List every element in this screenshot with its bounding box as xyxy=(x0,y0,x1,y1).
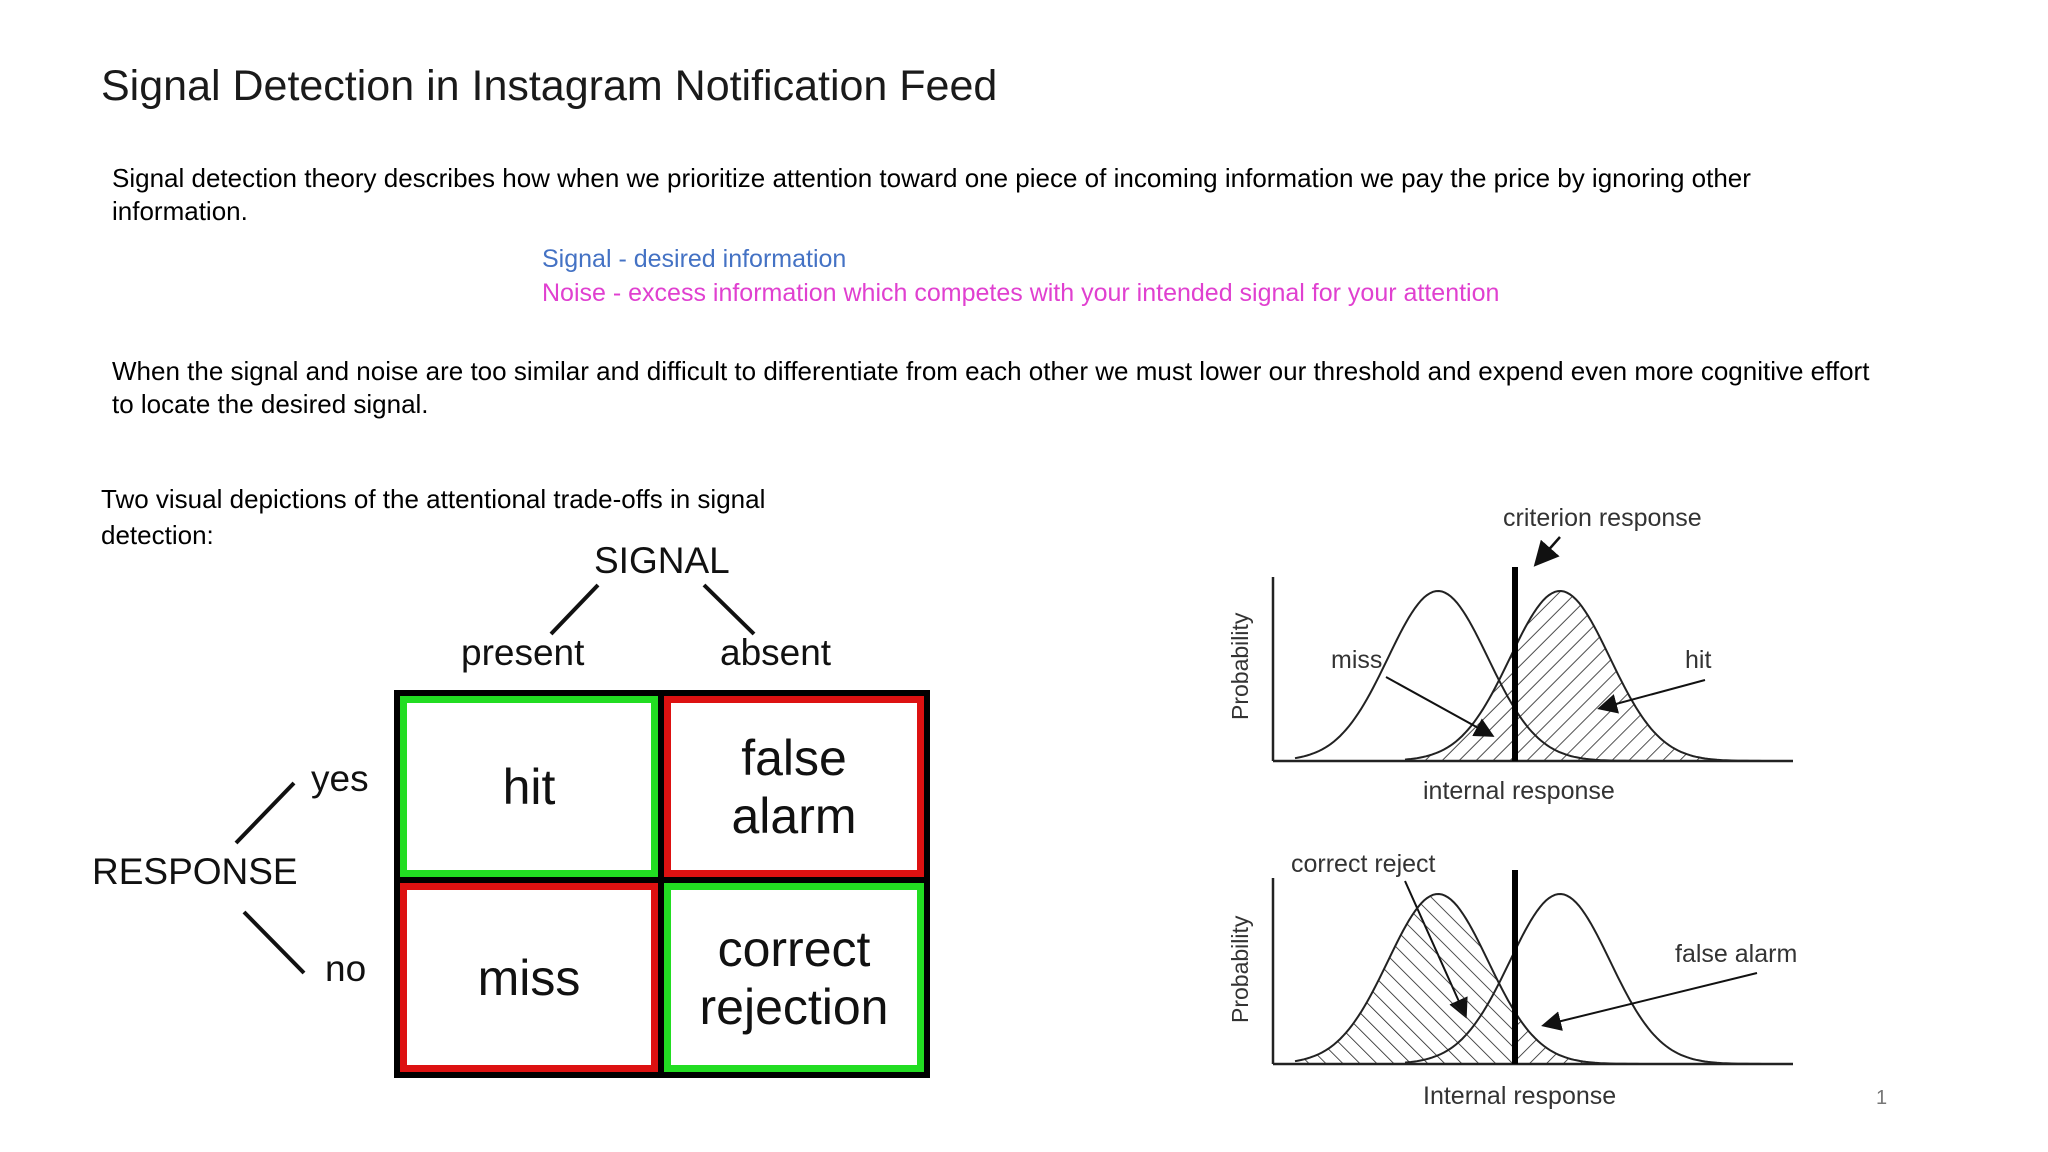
hit-cell-label: hit xyxy=(502,758,556,815)
slide-title: Signal Detection in Instagram Notification Feed xyxy=(101,62,998,110)
top-miss-label: miss xyxy=(1331,646,1383,674)
hit-cell xyxy=(400,696,658,877)
distribution-svg xyxy=(1215,495,1835,1135)
present-header: present xyxy=(461,632,585,673)
yes-label: yes xyxy=(311,758,369,799)
no-label: no xyxy=(325,948,367,989)
miss-cell xyxy=(400,883,658,1072)
noise-definition: Noise - excess information which competes with your intended signal for your attention xyxy=(542,279,1500,307)
intro-paragraph: Signal detection theory describes how when we prioritize attention toward one piece of incoming information we pay the price by ignoring other information. xyxy=(112,163,1751,226)
definitions-block xyxy=(542,242,1499,310)
page-number: 1 xyxy=(1876,1087,1888,1109)
distribution-diagrams xyxy=(1215,495,1835,1135)
absent-header: absent xyxy=(720,632,832,673)
criterion-response-label: criterion response xyxy=(1503,504,1702,532)
signal-response-matrix xyxy=(78,535,958,1090)
bottom-false-alarm-label: false alarm xyxy=(1675,940,1798,968)
top-panel xyxy=(1227,504,1793,805)
bottom-y-axis-label: Probability xyxy=(1227,915,1253,1023)
response-header: RESPONSE xyxy=(92,851,298,892)
correct-rejection-cell xyxy=(664,883,924,1072)
correct-rejection-cell-label: correct rejection xyxy=(699,920,889,1035)
similarity-paragraph: When the signal and noise are too similar and difficult to differentiate from each other we must lower our threshold and expend even more cognitive effort to locate the desired signal. xyxy=(112,356,1870,419)
criterion-arrow xyxy=(1537,537,1560,563)
correct-reject-label: correct reject xyxy=(1291,850,1436,878)
signal-header: SIGNAL xyxy=(594,540,730,581)
top-hit-label: hit xyxy=(1685,646,1712,674)
figures-caption: Two visual depictions of the attentional trade-offs in signal detection: xyxy=(101,484,766,550)
top-x-axis-label: internal response xyxy=(1423,777,1615,805)
bottom-x-axis-label: Internal response xyxy=(1423,1082,1617,1110)
signal-definition: Signal - desired information xyxy=(542,245,847,273)
bottom-panel xyxy=(1227,850,1797,1110)
top-y-axis-label: Probability xyxy=(1227,612,1253,720)
false-alarm-cell xyxy=(664,696,924,877)
miss-cell-label: miss xyxy=(477,949,581,1006)
false-alarm-cell-label: false alarm xyxy=(731,729,857,844)
